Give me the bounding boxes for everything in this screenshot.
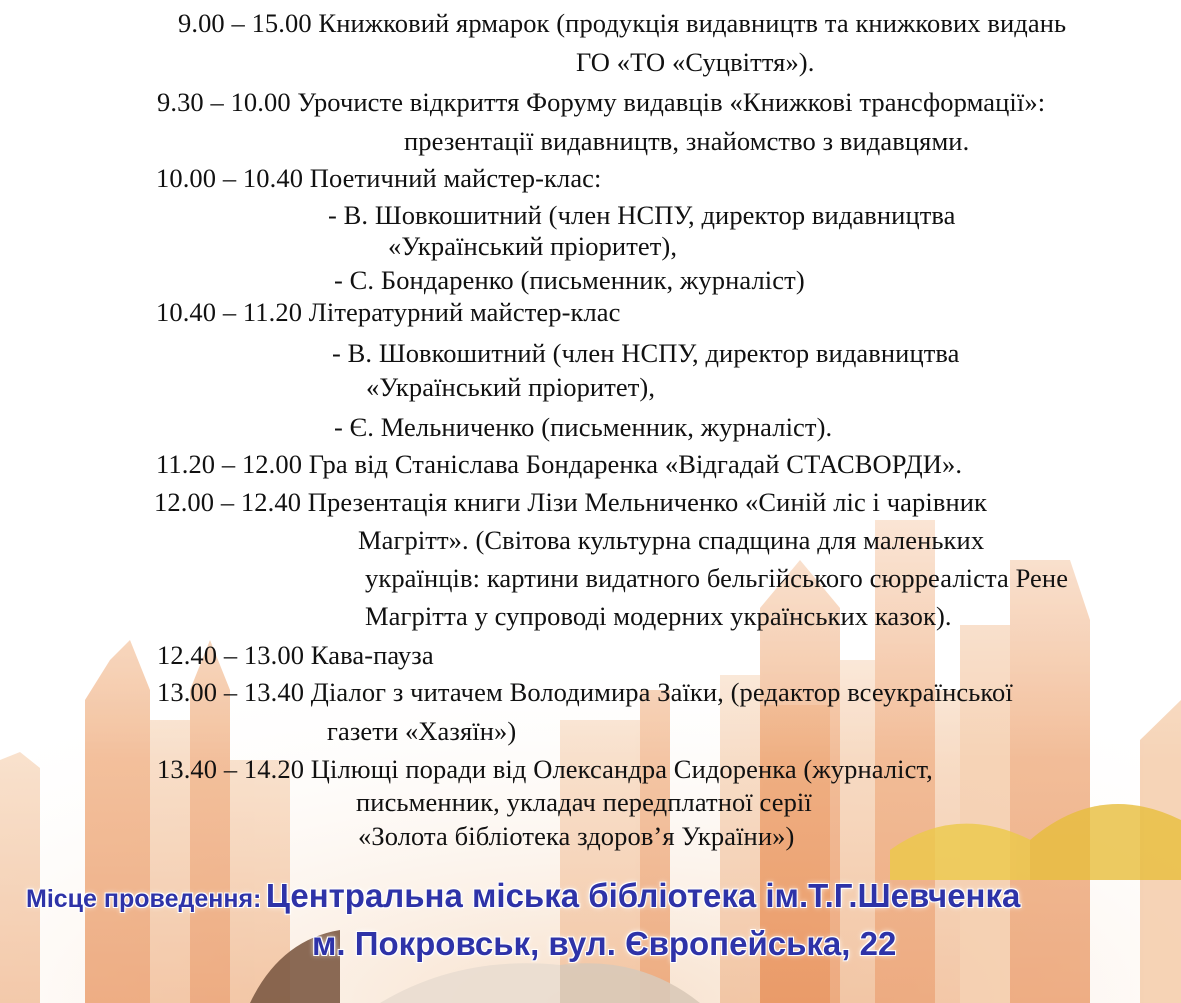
venue-address: м. Покровськ, вул. Європейська, 22 [312, 925, 897, 962]
venue-line [26, 877, 1166, 915]
schedule-line: 9.00 – 15.00 Книжковий ярмарок (продукція видавництв та книжкових видань [178, 8, 1067, 38]
schedule-line: «Золота бібліотека здоров’я України») [358, 821, 795, 851]
venue-name: Центральна міська бібліотека ім.Т.Г.Шевченка [265, 877, 1021, 914]
schedule-line: - Є. Мельниченко (письменник, журналіст). [334, 412, 833, 442]
schedule-line: презентації видавництв, знайомство з видавцями. [404, 126, 970, 156]
schedule-line: газети «Хазяїн») [327, 716, 517, 746]
schedule-line: 13.40 – 14.20 Цілющі поради від Олександра Сидоренка (журналіст, [157, 754, 933, 784]
schedule-line: - С. Бондаренко (письменник, журналіст) [334, 265, 805, 295]
schedule-line: - В. Шовкошитний (член НСПУ, директор видавництва [332, 338, 960, 368]
schedule-line: письменник, укладач передплатної серії [356, 787, 812, 817]
schedule-line: Магрітт». (Світова культурна спадщина для маленьких [358, 525, 985, 555]
schedule-line: «Український пріоритет), [388, 231, 678, 261]
schedule-line: ГО «ТО «Суцвіття»). [576, 47, 815, 77]
schedule-line: 12.40 – 13.00 Кава-пауза [157, 640, 434, 670]
venue-label: Місце проведення: [26, 885, 262, 913]
schedule-line: 10.40 – 11.20 Літературний майстер-клас [156, 297, 621, 327]
schedule-line: «Український пріоритет), [366, 372, 656, 402]
schedule-line: - В. Шовкошитний (член НСПУ, директор видавництва [328, 200, 956, 230]
schedule-line: 13.00 – 13.40 Діалог з читачем Володимира Заїки, (редактор всеукраїнської [157, 677, 1013, 707]
schedule-line: 12.00 – 12.40 Презентація книги Лізи Мельниченко «Синій ліс і чарівник [154, 487, 988, 517]
schedule-line: Магрітта у супроводі модерних українських казок). [365, 601, 952, 631]
schedule-line: 11.20 – 12.00 Гра від Станіслава Бондаренка «Відгадай СТАСВОРДИ». [156, 449, 963, 479]
schedule-line: 9.30 – 10.00 Урочисте відкриття Форуму видавців «Книжкові трансформації»: [157, 87, 1046, 117]
schedule-line: 10.00 – 10.40 Поетичний майстер-клас: [156, 163, 602, 193]
schedule-line: українців: картини видатного бельгійського сюрреаліста Рене [365, 563, 1069, 593]
